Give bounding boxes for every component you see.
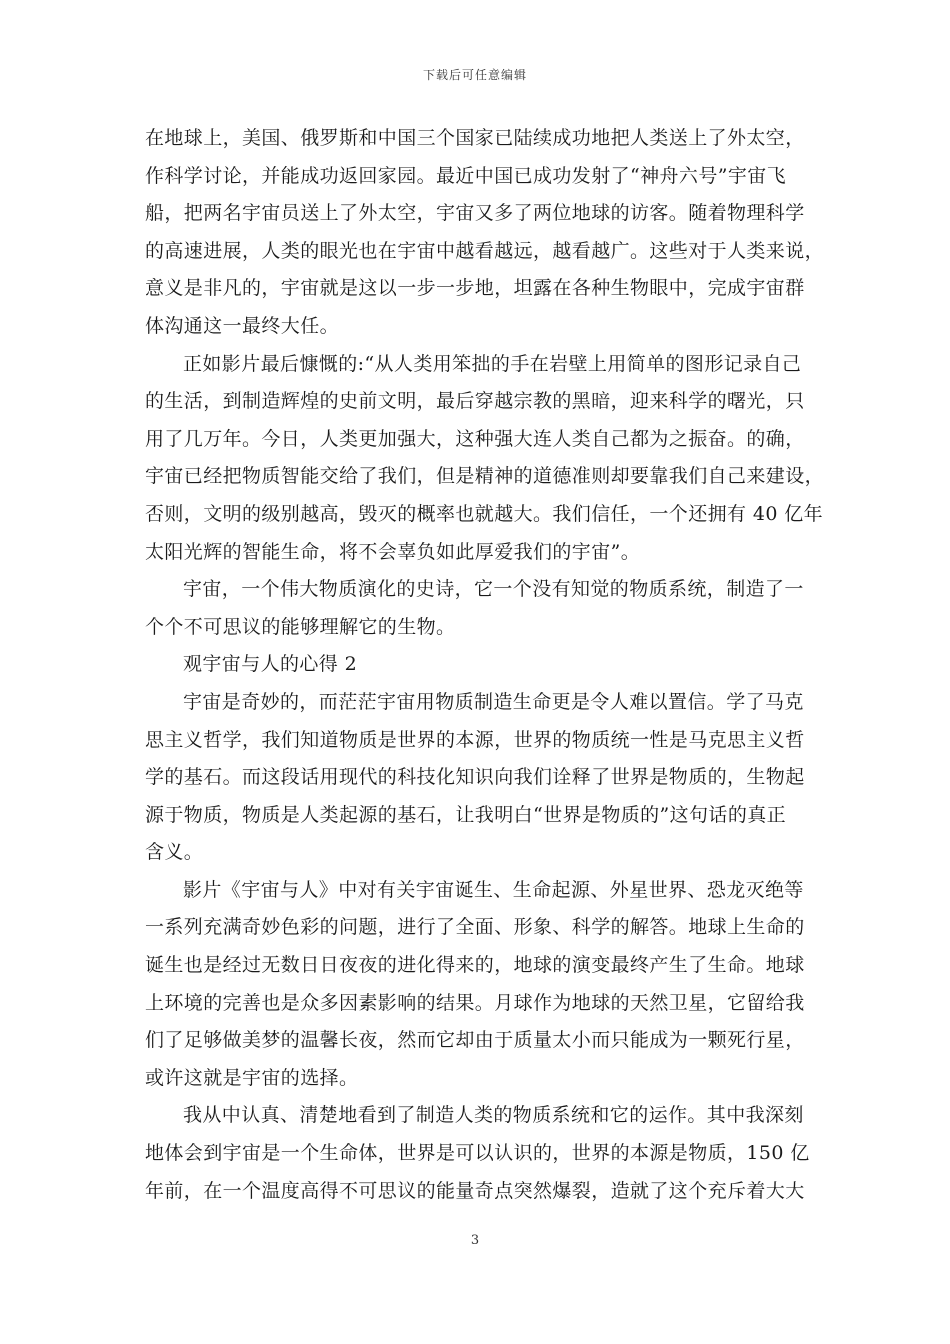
text-line: 的高速进展，人类的眼光也在宇宙中越看越远，越看越广。这些对于人类来说，	[145, 239, 825, 262]
text-line: 宇宙已经把物质智能交给了我们，但是精神的道德准则却要靠我们自己来建设，	[145, 465, 825, 488]
text-line: 用了几万年。今日，人类更加强大，这种强大连人类自己都为之振奋。的确，	[145, 427, 805, 450]
text-line: 影片《宇宙与人》中对有关宇宙诞生、生命起源、外星世界、恐龙灭绝等	[183, 878, 804, 901]
text-line: 或许这就是宇宙的选择。	[145, 1066, 359, 1089]
page-number: 3	[470, 1233, 480, 1248]
text-line: 个个不可思议的能够理解它的生物。	[145, 615, 456, 638]
page-header: 下载后可任意编辑	[422, 68, 527, 82]
text-line: 思主义哲学，我们知道物质是世界的本源，世界的物质统一性是马克思主义哲	[145, 728, 805, 751]
text-line: 作科学讨论，并能成功返回家园。最近中国已成功发射了“神舟六号”宇宙飞	[145, 164, 787, 187]
text-line: 一系列充满奇妙色彩的问题，进行了全面、形象、科学的解答。地球上生命的	[145, 916, 805, 939]
text-line: 船，把两名宇宙员送上了外太空，宇宙又多了两位地球的访客。随着物理科学	[145, 202, 805, 225]
text-line: 学的基石。而这段话用现代的科技化知识向我们诠释了世界是物质的，生物起	[145, 766, 805, 789]
text-line: 正如影片最后慷慨的:“从人类用笨拙的手在岩壁上用简单的图形记录自己	[183, 352, 802, 375]
text-line: 源于物质，物质是人类起源的基石，让我明白“世界是物质的”这句话的真正	[145, 803, 787, 826]
text-line: 们了足够做美梦的温馨长夜，然而它却由于质量太小而只能成为一颗死行星，	[145, 1029, 805, 1052]
text-line: 的生活，到制造辉煌的史前文明，最后穿越宗教的黑暗，迎来科学的曙光，只	[145, 390, 805, 413]
text-line: 上环境的完善也是众多因素影响的结果。月球作为地球的天然卫星，它留给我	[145, 991, 805, 1014]
text-line: 含义。	[145, 841, 204, 864]
text-line: 观宇宙与人的心得 2	[183, 653, 358, 676]
text-line: 地体会到宇宙是一个生命体，世界是可以认识的，世界的本源是物质，150 亿	[145, 1142, 810, 1165]
text-line: 宇宙，一个伟大物质演化的史诗，它一个没有知觉的物质系统，制造了一	[183, 578, 804, 601]
text-line: 诞生也是经过无数日日夜夜的进化得来的，地球的演变最终产生了生命。地球	[145, 954, 805, 977]
text-line: 年前，在一个温度高得不可思议的能量奇点突然爆裂，造就了这个充斥着大大	[145, 1179, 805, 1202]
document-body	[145, 120, 825, 1210]
text-line: 体沟通这一最终大任。	[145, 314, 340, 337]
text-line: 否则，文明的级别越高，毁灭的概率也就越大。我们信任，一个还拥有 40 亿年	[145, 502, 824, 525]
text-line: 意义是非凡的，宇宙就是这以一步一步地，坦露在各种生物眼中，完成宇宙群	[145, 277, 805, 300]
text-line: 我从中认真、清楚地看到了制造人类的物质系统和它的运作。其中我深刻	[183, 1104, 804, 1127]
text-line: 在地球上，美国、俄罗斯和中国三个国家已陆续成功地把人类送上了外太空，	[145, 127, 805, 149]
text-line: 太阳光辉的智能生命，将不会辜负如此厚爱我们的宇宙”。	[145, 540, 641, 563]
text-line: 宇宙是奇妙的，而茫茫宇宙用物质制造生命更是令人难以置信。学了马克	[183, 690, 804, 713]
